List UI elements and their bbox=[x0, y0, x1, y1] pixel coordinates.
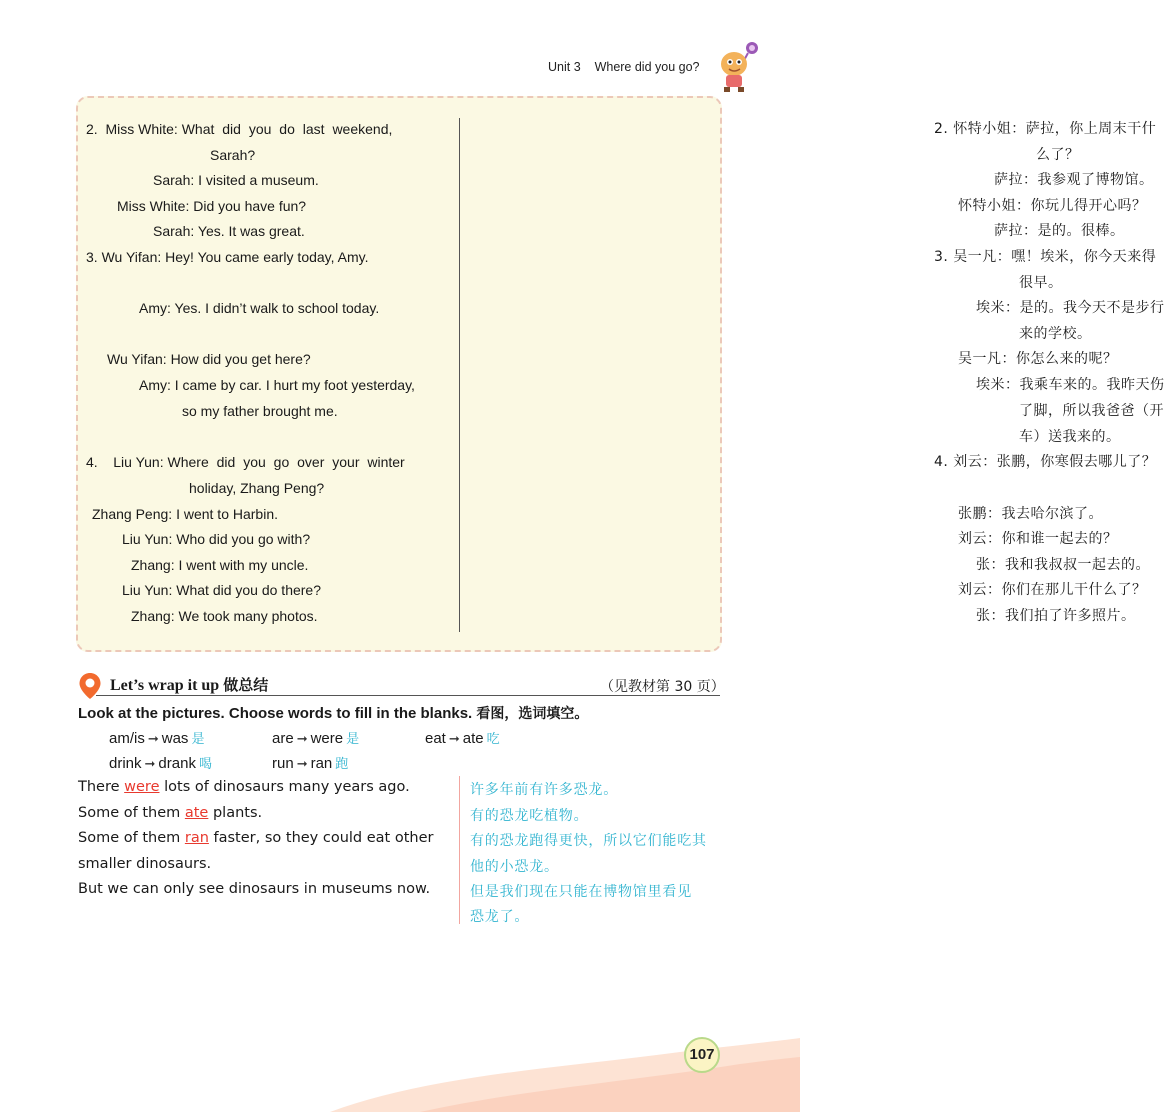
footer-wave bbox=[0, 1020, 800, 1112]
zh-line: 3. 吴一凡：嘿！埃米，你今天来得 bbox=[934, 249, 1157, 265]
zh-line: 车）送我来的。 bbox=[1019, 429, 1121, 445]
zh-line: 张：我和我叔叔一起去的。 bbox=[976, 557, 1150, 573]
vocab-base: are bbox=[272, 730, 294, 747]
section-title bbox=[110, 674, 268, 695]
zh-line: 来的学校。 bbox=[1019, 326, 1092, 342]
zh-line: 萨拉：我参观了博物馆。 bbox=[994, 172, 1154, 188]
dialogue-number: 3. bbox=[86, 249, 98, 265]
story-divider bbox=[459, 776, 460, 924]
dialogue-line bbox=[107, 347, 311, 373]
dialogue-line bbox=[92, 502, 278, 528]
story-sentence bbox=[78, 805, 262, 821]
vocab-item bbox=[109, 753, 212, 772]
story-translation: 许多年前有许多恐龙。 bbox=[470, 782, 618, 798]
line-text: Hey! You came early today, Amy. bbox=[165, 249, 369, 265]
speaker: Miss White: bbox=[117, 198, 190, 214]
line-text: Where did you go over your winter bbox=[167, 454, 405, 470]
line-text: I came by car. I hurt my foot yesterday, bbox=[174, 377, 415, 393]
line-text: I went with my uncle. bbox=[178, 557, 309, 573]
vocab-zh: 喝 bbox=[198, 757, 212, 772]
zh-line: 很早。 bbox=[1019, 275, 1063, 291]
vocab-zh: 跑 bbox=[335, 757, 349, 772]
column-divider bbox=[459, 118, 460, 632]
zh-line: 了脚，所以我爸爸（开 bbox=[1019, 403, 1164, 419]
line-text: Yes. It was great. bbox=[197, 223, 305, 239]
dialogue-line bbox=[117, 194, 306, 220]
section-rule bbox=[96, 695, 720, 696]
vocab-item bbox=[425, 728, 500, 747]
vocab-item bbox=[272, 753, 348, 772]
speaker: Wu Yifan: bbox=[107, 351, 167, 367]
unit-title: Where did you go? bbox=[594, 60, 700, 74]
arrow-right-icon: ➞ bbox=[144, 756, 156, 771]
vocab-past: were bbox=[310, 730, 344, 747]
speaker: Liu Yun: bbox=[122, 582, 173, 598]
line-text: Did you have fun? bbox=[193, 198, 307, 214]
dialogue-line bbox=[139, 296, 379, 322]
vocab-past: was bbox=[161, 730, 189, 747]
line-text: Yes. I didn’t walk to school today. bbox=[174, 300, 380, 316]
line-text: We took many photos. bbox=[178, 608, 318, 624]
blank-answer: were bbox=[124, 779, 160, 795]
vocab-base: eat bbox=[425, 730, 446, 747]
story-text: faster, so they could eat other bbox=[208, 830, 434, 846]
vocab-zh: 吃 bbox=[486, 732, 500, 747]
line-text-cont: holiday, Zhang Peng? bbox=[189, 480, 325, 496]
zh-line: 埃米：我乘车来的。我昨天伤 bbox=[976, 377, 1165, 393]
zh-line: 萨拉：是的。很棒。 bbox=[994, 223, 1125, 239]
dialogue-line bbox=[86, 245, 369, 271]
zh-line: 张鹏：我去哈尔滨了。 bbox=[958, 506, 1103, 522]
line-text: I visited a museum. bbox=[198, 172, 319, 188]
speaker: Sarah: bbox=[153, 223, 195, 239]
blank-answer: ate bbox=[184, 805, 209, 821]
arrow-right-icon: ➞ bbox=[296, 756, 308, 771]
arrow-right-icon: ➞ bbox=[448, 731, 460, 746]
speaker: Sarah: bbox=[153, 172, 195, 188]
speaker: Amy: bbox=[139, 377, 171, 393]
vocab-zh: 是 bbox=[346, 732, 360, 747]
zh-line: 2. 怀特小姐：萨拉，你上周末干什 bbox=[934, 121, 1157, 137]
vocab-past: drank bbox=[158, 755, 196, 772]
instruction-en: Look at the pictures. Choose words to fill in the blanks. bbox=[78, 705, 473, 722]
story-sentence bbox=[78, 830, 433, 846]
instruction bbox=[78, 703, 588, 723]
speaker: Amy: bbox=[139, 300, 171, 316]
dialogue-line bbox=[153, 219, 305, 245]
story-sentence bbox=[78, 779, 410, 795]
line-text: Who did you go with? bbox=[176, 531, 311, 547]
dialogue-line bbox=[86, 450, 405, 476]
line-text: What did you do last weekend, bbox=[181, 121, 393, 137]
zh-line: 怀特小姐：你玩儿得开心吗？ bbox=[958, 198, 1147, 214]
story-text: There bbox=[78, 779, 125, 795]
line-text-cont: so my father brought me. bbox=[182, 403, 338, 419]
speaker: Liu Yun: bbox=[122, 531, 173, 547]
textbook-reference: （见教材第 30 页） bbox=[600, 679, 725, 695]
story-translation: 有的恐龙吃植物。 bbox=[470, 808, 589, 824]
zh-line: 埃米：是的。我今天不是步行 bbox=[976, 300, 1165, 316]
story-sentence: But we can only see dinosaurs in museums now. bbox=[78, 881, 431, 897]
story-text: Some of them bbox=[78, 830, 185, 846]
story-translation: 有的恐龙跑得更快，所以它们能吃其 bbox=[470, 833, 707, 849]
dialogue-line bbox=[122, 578, 321, 604]
unit-label: Unit 3 bbox=[548, 60, 581, 74]
dialogue-line bbox=[131, 604, 318, 630]
zh-line: 4. 刘云：张鹏，你寒假去哪儿了？ bbox=[934, 454, 1157, 470]
instruction-zh: 看图，选词填空。 bbox=[476, 706, 589, 722]
vocab-base: drink bbox=[109, 755, 142, 772]
dialogue-number: 2. bbox=[86, 121, 98, 137]
speaker: Zhang: bbox=[131, 557, 175, 573]
vocab-item bbox=[109, 728, 204, 747]
zh-line: 刘云：你和谁一起去的？ bbox=[958, 531, 1118, 547]
dialogue-line bbox=[139, 373, 415, 399]
speaker: Wu Yifan: bbox=[101, 249, 162, 265]
blank-answer: ran bbox=[184, 830, 209, 846]
story-text: plants. bbox=[208, 805, 263, 821]
dialogue-number: 4. bbox=[86, 454, 98, 470]
dialogue-line bbox=[86, 117, 392, 143]
story-translation: 他的小恐龙。 bbox=[470, 859, 559, 875]
speaker: Zhang Peng: bbox=[92, 506, 173, 522]
speaker: Liu Yun: bbox=[113, 454, 164, 470]
story-text: lots of dinosaurs many years ago. bbox=[159, 779, 410, 795]
arrow-right-icon: ➞ bbox=[147, 731, 159, 746]
arrow-right-icon: ➞ bbox=[296, 731, 308, 746]
mascot-icon bbox=[712, 38, 762, 94]
story-translation: 但是我们现在只能在博物馆里看见 bbox=[470, 884, 692, 900]
zh-line: 吴一凡：你怎么来的呢？ bbox=[958, 351, 1118, 367]
line-text: What did you do there? bbox=[176, 582, 322, 598]
zh-line: 张：我们拍了许多照片。 bbox=[976, 608, 1136, 624]
story-sentence-cont: smaller dinosaurs. bbox=[78, 856, 212, 872]
section-title-en: Let’s wrap it up bbox=[110, 677, 220, 694]
section-title-zh: 做总结 bbox=[223, 676, 269, 694]
vocab-base: am/is bbox=[109, 730, 145, 747]
story-text: Some of them bbox=[78, 805, 185, 821]
zh-line: 刘云：你们在那儿干什么了？ bbox=[958, 582, 1147, 598]
running-header bbox=[548, 60, 700, 74]
line-text: How did you get here? bbox=[170, 351, 311, 367]
vocab-zh: 是 bbox=[191, 732, 205, 747]
vocab-past: ate bbox=[462, 730, 484, 747]
vocab-base: run bbox=[272, 755, 294, 772]
speaker: Miss White: bbox=[105, 121, 178, 137]
line-text: I went to Harbin. bbox=[176, 506, 278, 522]
dialogue-line bbox=[153, 168, 319, 194]
line-text-cont: Sarah? bbox=[210, 147, 256, 163]
dialogue-line bbox=[122, 527, 310, 553]
speaker: Zhang: bbox=[131, 608, 175, 624]
vocab-item bbox=[272, 728, 359, 747]
story-translation: 恐龙了。 bbox=[470, 909, 530, 925]
vocab-past: ran bbox=[310, 755, 333, 772]
dialogue-line bbox=[131, 553, 308, 579]
zh-line: 么了？ bbox=[1036, 147, 1080, 163]
page-number: 107 bbox=[684, 1037, 720, 1073]
